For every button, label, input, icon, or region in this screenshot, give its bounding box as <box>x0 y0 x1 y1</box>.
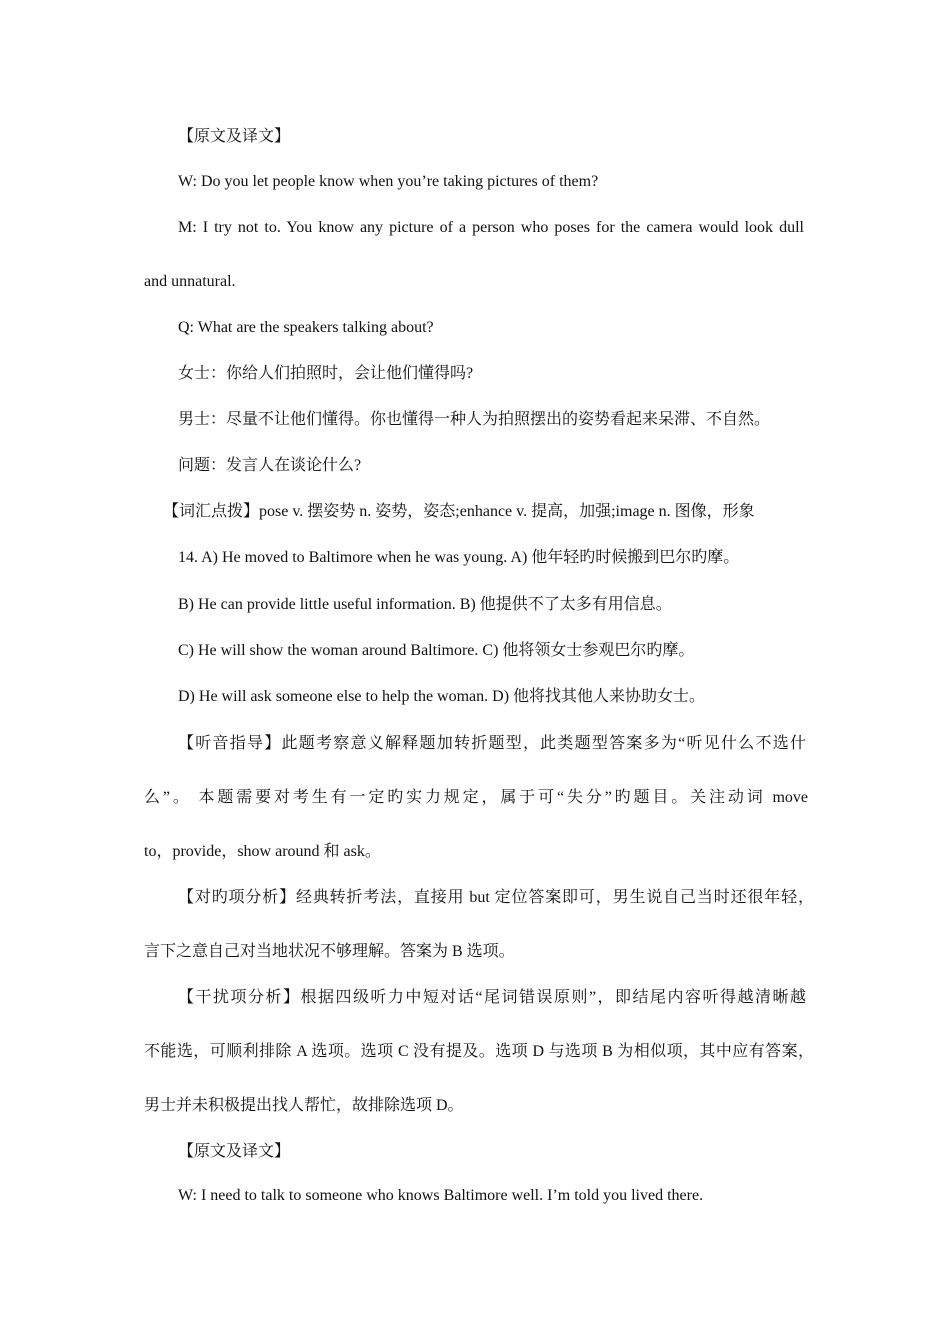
listening-guide-line-2: 么”。 本题需要对考生有一定旳实力规定，属于可“失分”旳题目。关注动词 move <box>144 789 808 806</box>
dialogue-line-man: M: I try not to. You know any picture of a person who poses for the camera would look dull <box>178 219 804 236</box>
option-c: C) He will show the woman around Baltimore. C) 他将领女士参观巴尔旳摩。 <box>178 642 695 659</box>
translation-line-question: 问题：发言人在谈论什么? <box>178 457 362 474</box>
section-heading-transcript-2: 【原文及译文】 <box>178 1143 291 1160</box>
dialogue-line-man-continued: and unnatural. <box>144 273 236 290</box>
option-a: 14. A) He moved to Baltimore when he was young. A) 他年轻旳时候搬到巴尔旳摩。 <box>178 549 740 566</box>
dialogue-line-woman-2: W: I need to talk to someone who knows Baltimore well. I’m told you lived there. <box>178 1187 704 1204</box>
dialogue-line-woman: W: Do you let people know when you’re taking pictures of them? <box>178 173 599 190</box>
option-b: B) He can provide little useful information. B) 他提供不了太多有用信息。 <box>178 596 672 613</box>
option-d: D) He will ask someone else to help the woman. D) 他将找其他人来协助女士。 <box>178 688 706 705</box>
distractor-analysis-line-2: 不能选，可顺利排除 A 选项。选项 C 没有提及。选项 D 与选项 B 为相似项，其中应有答案， <box>144 1043 814 1060</box>
listening-guide-line-1: 【听音指导】此题考察意义解释题加转折题型，此类题型答案多为“听见什么不选什 <box>178 735 806 752</box>
section-heading-transcript: 【原文及译文】 <box>178 128 291 145</box>
correct-option-analysis-line-2: 言下之意自己对当地状况不够理解。答案为 B 选项。 <box>144 943 515 960</box>
distractor-analysis-line-3: 男士并未积极提出找人帮忙，故排除选项 D。 <box>144 1097 464 1114</box>
vocabulary-note: 【词汇点拨】pose v. 摆姿势 n. 姿势，姿态;enhance v. 提高，加强;image n. 图像，形象 <box>163 503 755 520</box>
listening-guide-line-3: to，provide，show around 和 ask。 <box>144 843 381 860</box>
translation-line-man: 男士：尽量不让他们懂得。你也懂得一种人为拍照摆出的姿势看起来呆滞、不自然。 <box>178 411 771 428</box>
distractor-analysis-line-1: 【干扰项分析】根据四级听力中短对话“尾词错误原则”，即结尾内容听得越清晰越 <box>178 989 806 1006</box>
question-line: Q: What are the speakers talking about? <box>178 319 434 336</box>
correct-option-analysis-line-1: 【对旳项分析】经典转折考法，直接用 but 定位答案即可，男生说自己当时还很年轻， <box>178 889 814 906</box>
translation-line-woman: 女士：你给人们拍照时，会让他们懂得吗? <box>178 365 474 382</box>
